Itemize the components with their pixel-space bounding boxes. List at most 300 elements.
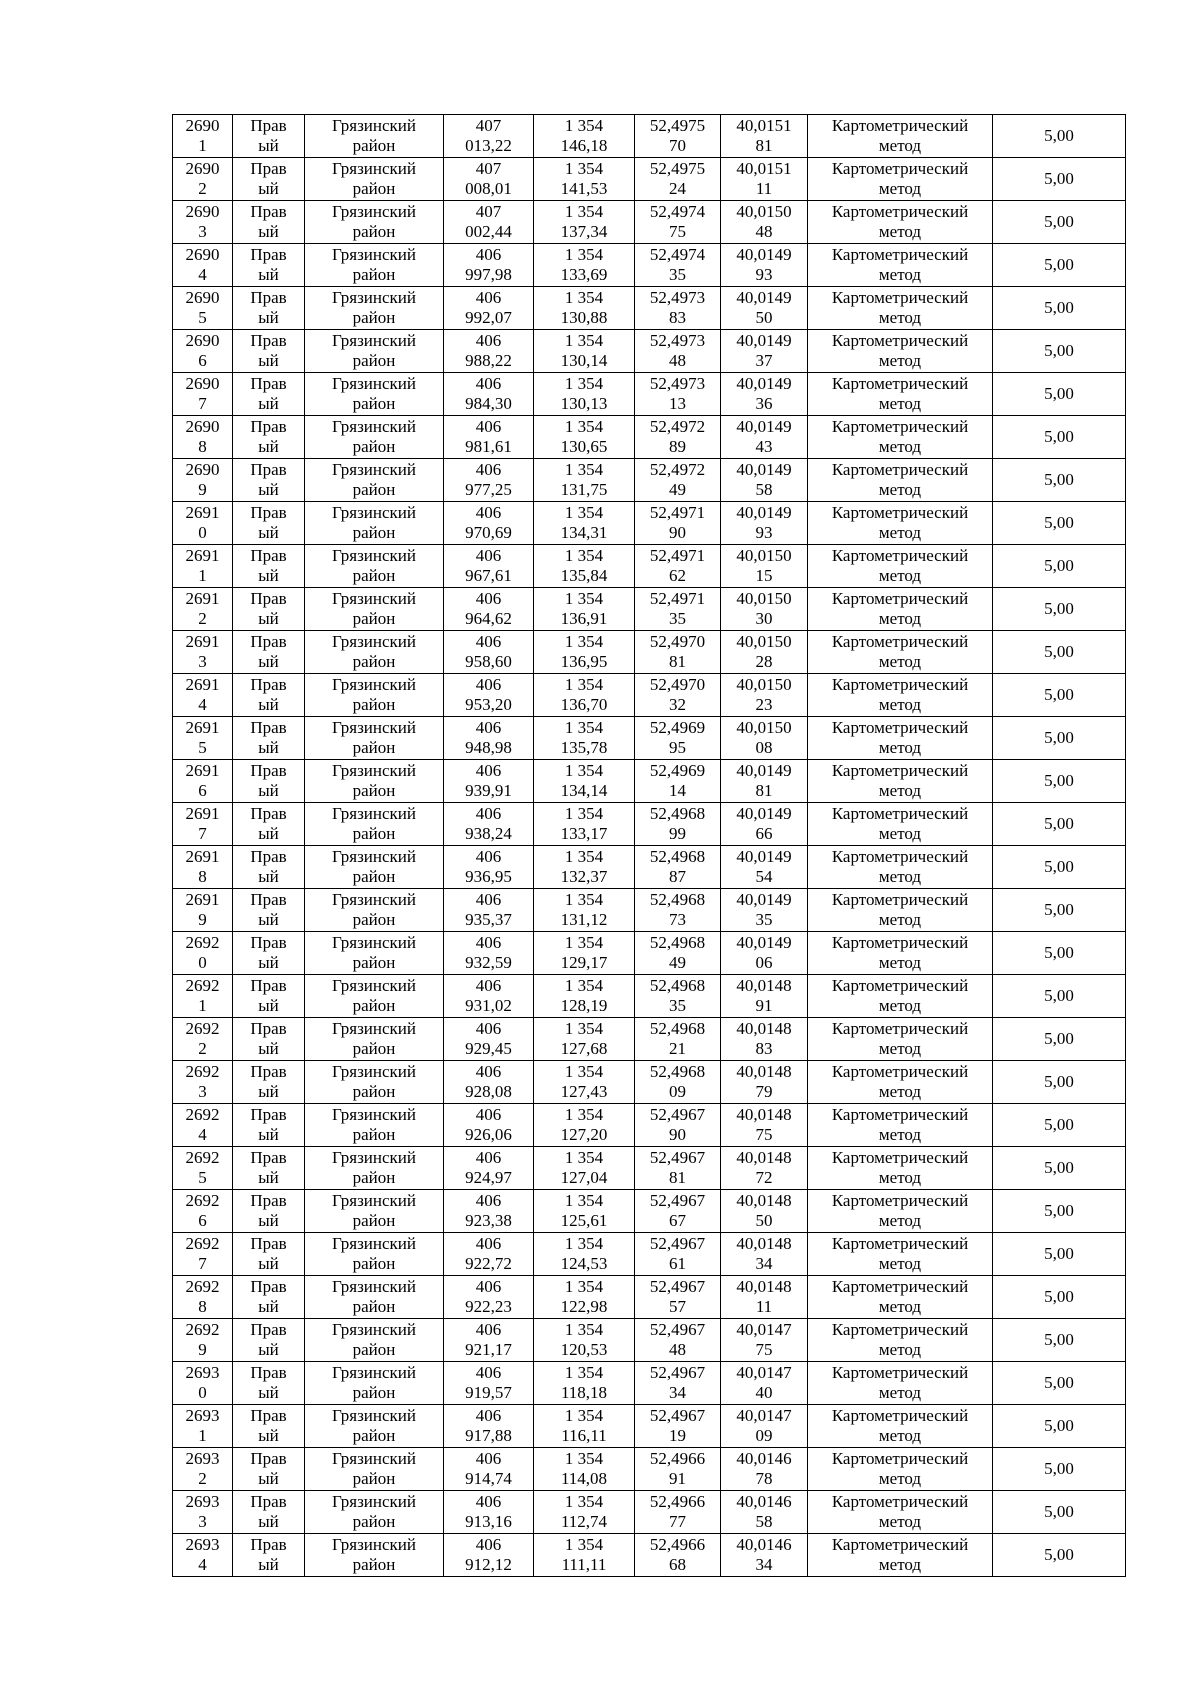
bank-side-line-2: ый — [258, 222, 279, 241]
y-coordinate-line-2: 133,17 — [560, 824, 608, 843]
method-line-1: Картометрический — [831, 632, 969, 651]
point-number-line-2: 8 — [198, 867, 207, 886]
bank-side-cell — [233, 373, 305, 416]
district-line-1: Грязинский — [332, 632, 416, 651]
latitude-cell — [635, 1491, 721, 1534]
point-number-line-2: 4 — [198, 1555, 207, 1574]
latitude-line-1: 52,4967 — [649, 1320, 706, 1339]
point-number-line-1: 2691 — [185, 718, 220, 737]
point-number-line-1: 2693 — [185, 1363, 220, 1382]
method-line-2: метод — [878, 1082, 922, 1101]
point-number-line-1: 2691 — [185, 589, 220, 608]
x-coordinate-line-2: 924,97 — [465, 1168, 512, 1187]
point-number-line-1: 2692 — [185, 1148, 220, 1167]
y-coordinate-line-1: 1 354 — [564, 1449, 604, 1468]
point-number-line-1: 2690 — [185, 245, 220, 264]
table-row — [173, 330, 1126, 373]
x-coordinate-line-1: 406 — [475, 546, 502, 565]
method-line-1: Картометрический — [831, 245, 969, 264]
point-number-line-1: 2692 — [185, 1191, 220, 1210]
latitude-cell — [635, 201, 721, 244]
y-coordinate-line-2: 137,34 — [560, 222, 608, 241]
latitude-line-2: 81 — [669, 652, 686, 671]
point-number-cell — [173, 373, 233, 416]
longitude-line-2: 08 — [755, 738, 773, 757]
table-row — [173, 889, 1126, 932]
latitude-cell — [635, 1018, 721, 1061]
x-coordinate-line-2: 917,88 — [465, 1426, 512, 1445]
bank-side-cell — [233, 803, 305, 846]
y-coordinate-line-1: 1 354 — [564, 374, 604, 393]
method-line-1: Картометрический — [831, 976, 969, 995]
method-line-2: метод — [878, 136, 922, 155]
district-cell — [305, 1233, 444, 1276]
point-number-cell — [173, 760, 233, 803]
district-line-2: район — [352, 1383, 396, 1402]
y-coordinate-cell — [534, 1276, 635, 1319]
point-number-line-1: 2690 — [185, 417, 220, 436]
bank-side-line-1: Прав — [250, 761, 287, 780]
latitude-line-2: 49 — [669, 480, 686, 499]
method-cell — [808, 1018, 993, 1061]
x-coordinate-cell — [444, 760, 534, 803]
latitude-line-1: 52,4968 — [649, 847, 706, 866]
y-coordinate-line-1: 1 354 — [564, 1320, 604, 1339]
table-row — [173, 975, 1126, 1018]
bank-side-line-2: ый — [258, 996, 279, 1015]
bank-side-line-1: Прав — [250, 1019, 287, 1038]
district-line-2: район — [352, 136, 396, 155]
point-number-cell — [173, 1319, 233, 1362]
y-coordinate-line-1: 1 354 — [564, 718, 604, 737]
table-row — [173, 588, 1126, 631]
point-number-cell — [173, 803, 233, 846]
longitude-cell — [721, 1104, 808, 1147]
longitude-cell — [721, 1061, 808, 1104]
district-line-2: район — [352, 523, 396, 542]
y-coordinate-cell — [534, 760, 635, 803]
y-coordinate-cell — [534, 201, 635, 244]
point-number-cell — [173, 975, 233, 1018]
table-row — [173, 201, 1126, 244]
point-number-cell — [173, 1018, 233, 1061]
method-line-1: Картометрический — [831, 460, 969, 479]
y-coordinate-cell — [534, 287, 635, 330]
point-number-cell — [173, 330, 233, 373]
longitude-line-1: 40,0149 — [736, 847, 792, 866]
district-line-1: Грязинский — [332, 1406, 416, 1425]
y-coordinate-line-2: 131,12 — [560, 910, 608, 929]
table-row — [173, 416, 1126, 459]
longitude-line-2: 79 — [755, 1082, 773, 1101]
method-line-1: Картометрический — [831, 1148, 969, 1167]
x-coordinate-cell — [444, 889, 534, 932]
point-number-cell — [173, 201, 233, 244]
y-coordinate-cell — [534, 158, 635, 201]
method-cell — [808, 588, 993, 631]
latitude-line-2: 81 — [669, 1168, 686, 1187]
point-number-line-2: 3 — [198, 1512, 207, 1531]
district-line-2: район — [352, 1340, 396, 1359]
x-coordinate-line-1: 406 — [475, 374, 502, 393]
method-cell — [808, 330, 993, 373]
accuracy-cell: 5,00 — [993, 1491, 1126, 1534]
bank-side-cell — [233, 932, 305, 975]
bank-side-line-1: Прав — [250, 1320, 287, 1339]
method-line-2: метод — [878, 1555, 922, 1574]
bank-side-line-2: ый — [258, 781, 279, 800]
y-coordinate-cell — [534, 1061, 635, 1104]
accuracy-cell: 5,00 — [993, 588, 1126, 631]
table-row — [173, 760, 1126, 803]
point-number-line-1: 2691 — [185, 632, 220, 651]
bank-side-line-1: Прав — [250, 546, 287, 565]
accuracy-cell: 5,00 — [993, 1276, 1126, 1319]
point-number-line-2: 4 — [198, 695, 207, 714]
latitude-cell — [635, 158, 721, 201]
table-row — [173, 158, 1126, 201]
point-number-cell — [173, 588, 233, 631]
y-coordinate-line-1: 1 354 — [564, 503, 604, 522]
bank-side-line-1: Прав — [250, 116, 287, 135]
bank-side-cell — [233, 1491, 305, 1534]
latitude-line-2: 77 — [669, 1512, 686, 1531]
longitude-cell — [721, 803, 808, 846]
y-coordinate-line-2: 136,91 — [560, 609, 608, 628]
district-line-1: Грязинский — [332, 1449, 416, 1468]
method-line-2: метод — [878, 1254, 922, 1273]
x-coordinate-line-2: 977,25 — [465, 480, 512, 499]
point-number-line-2: 3 — [198, 1082, 207, 1101]
district-line-1: Грязинский — [332, 116, 416, 135]
latitude-line-1: 52,4968 — [649, 804, 706, 823]
bank-side-line-1: Прав — [250, 331, 287, 350]
longitude-line-1: 40,0149 — [736, 804, 792, 823]
district-cell — [305, 1319, 444, 1362]
method-line-1: Картометрический — [831, 546, 969, 565]
x-coordinate-line-1: 406 — [475, 503, 502, 522]
bank-side-cell — [233, 588, 305, 631]
longitude-cell — [721, 889, 808, 932]
method-line-1: Картометрический — [831, 1535, 969, 1554]
point-number-line-1: 2692 — [185, 1062, 220, 1081]
x-coordinate-line-2: 970,69 — [465, 523, 512, 542]
latitude-cell — [635, 846, 721, 889]
x-coordinate-line-2: 922,23 — [465, 1297, 512, 1316]
district-cell — [305, 1190, 444, 1233]
method-line-2: метод — [878, 566, 922, 585]
latitude-line-1: 52,4968 — [649, 933, 706, 952]
point-number-line-1: 2692 — [185, 976, 220, 995]
district-line-1: Грязинский — [332, 417, 416, 436]
latitude-line-2: 35 — [669, 996, 686, 1015]
x-coordinate-line-2: 921,17 — [465, 1340, 512, 1359]
bank-side-line-1: Прав — [250, 1363, 287, 1382]
y-coordinate-cell — [534, 1190, 635, 1233]
longitude-line-1: 40,0146 — [736, 1492, 792, 1511]
longitude-line-2: 58 — [755, 1512, 773, 1531]
x-coordinate-line-1: 406 — [475, 675, 502, 694]
y-coordinate-cell — [534, 1448, 635, 1491]
y-coordinate-line-2: 130,88 — [560, 308, 608, 327]
method-line-1: Картометрический — [831, 288, 969, 307]
method-line-2: метод — [878, 222, 922, 241]
point-number-line-2: 8 — [198, 437, 207, 456]
district-line-1: Грязинский — [332, 288, 416, 307]
latitude-line-1: 52,4966 — [649, 1449, 706, 1468]
point-number-cell — [173, 416, 233, 459]
point-number-line-1: 2691 — [185, 847, 220, 866]
latitude-cell — [635, 889, 721, 932]
method-line-2: метод — [878, 695, 922, 714]
bank-side-line-1: Прав — [250, 1277, 287, 1296]
point-number-cell — [173, 459, 233, 502]
district-cell — [305, 1405, 444, 1448]
x-coordinate-cell — [444, 975, 534, 1018]
method-cell — [808, 244, 993, 287]
table-row — [173, 1362, 1126, 1405]
method-line-1: Картометрический — [831, 503, 969, 522]
bank-side-line-2: ый — [258, 1211, 279, 1230]
method-line-2: метод — [878, 1426, 922, 1445]
method-line-2: метод — [878, 308, 922, 327]
latitude-line-1: 52,4970 — [649, 675, 706, 694]
x-coordinate-line-1: 406 — [475, 847, 502, 866]
latitude-line-2: 34 — [669, 1383, 686, 1402]
x-coordinate-line-2: 948,98 — [465, 738, 512, 757]
point-number-line-2: 0 — [198, 1383, 207, 1402]
bank-side-cell — [233, 1534, 305, 1577]
x-coordinate-line-1: 406 — [475, 589, 502, 608]
bank-side-line-1: Прав — [250, 589, 287, 608]
x-coordinate-line-1: 406 — [475, 1191, 502, 1210]
district-line-1: Грязинский — [332, 933, 416, 952]
y-coordinate-cell — [534, 1147, 635, 1190]
bank-side-line-1: Прав — [250, 1492, 287, 1511]
longitude-line-1: 40,0147 — [736, 1320, 792, 1339]
x-coordinate-cell — [444, 502, 534, 545]
longitude-line-2: 11 — [755, 1297, 773, 1316]
point-number-line-2: 9 — [198, 480, 207, 499]
point-number-cell — [173, 1362, 233, 1405]
accuracy-cell: 5,00 — [993, 631, 1126, 674]
x-coordinate-line-1: 406 — [475, 933, 502, 952]
method-cell — [808, 1534, 993, 1577]
bank-side-line-1: Прав — [250, 976, 287, 995]
longitude-line-2: 09 — [755, 1426, 773, 1445]
table-row — [173, 1276, 1126, 1319]
table-row — [173, 1448, 1126, 1491]
district-line-2: район — [352, 910, 396, 929]
y-coordinate-line-1: 1 354 — [564, 1191, 604, 1210]
method-line-1: Картометрический — [831, 1019, 969, 1038]
y-coordinate-line-1: 1 354 — [564, 546, 604, 565]
latitude-line-1: 52,4970 — [649, 632, 706, 651]
bank-side-line-2: ый — [258, 351, 279, 370]
point-number-line-2: 4 — [198, 265, 207, 284]
point-number-line-2: 1 — [198, 566, 207, 585]
bank-side-cell — [233, 1448, 305, 1491]
y-coordinate-line-1: 1 354 — [564, 1105, 604, 1124]
y-coordinate-line-2: 135,78 — [560, 738, 608, 757]
latitude-cell — [635, 459, 721, 502]
method-line-1: Картометрический — [831, 202, 969, 221]
latitude-line-2: 75 — [669, 222, 686, 241]
district-line-1: Грязинский — [332, 245, 416, 264]
point-number-cell — [173, 1147, 233, 1190]
bank-side-line-1: Прав — [250, 718, 287, 737]
x-coordinate-cell — [444, 1061, 534, 1104]
method-line-1: Картометрический — [831, 1277, 969, 1296]
y-coordinate-line-2: 136,95 — [560, 652, 608, 671]
point-number-line-1: 2692 — [185, 933, 220, 952]
latitude-line-1: 52,4972 — [649, 460, 706, 479]
latitude-line-1: 52,4974 — [649, 202, 706, 221]
y-coordinate-cell — [534, 244, 635, 287]
district-line-2: район — [352, 179, 396, 198]
x-coordinate-cell — [444, 115, 534, 158]
bank-side-line-2: ый — [258, 1125, 279, 1144]
method-cell — [808, 1319, 993, 1362]
method-cell — [808, 459, 993, 502]
district-cell — [305, 717, 444, 760]
district-cell — [305, 1534, 444, 1577]
district-line-2: район — [352, 695, 396, 714]
y-coordinate-line-1: 1 354 — [564, 417, 604, 436]
bank-side-line-2: ый — [258, 1297, 279, 1316]
longitude-line-1: 40,0148 — [736, 1019, 792, 1038]
longitude-cell — [721, 330, 808, 373]
table-row — [173, 932, 1126, 975]
point-number-line-1: 2691 — [185, 890, 220, 909]
longitude-cell — [721, 1276, 808, 1319]
bank-side-cell — [233, 244, 305, 287]
y-coordinate-line-1: 1 354 — [564, 1406, 604, 1425]
district-cell — [305, 416, 444, 459]
district-cell — [305, 631, 444, 674]
longitude-line-1: 40,0149 — [736, 503, 792, 522]
x-coordinate-line-1: 406 — [475, 331, 502, 350]
point-number-line-1: 2693 — [185, 1406, 220, 1425]
method-cell — [808, 158, 993, 201]
bank-side-cell — [233, 760, 305, 803]
accuracy-cell: 5,00 — [993, 846, 1126, 889]
district-cell — [305, 588, 444, 631]
point-number-line-1: 2693 — [185, 1492, 220, 1511]
method-line-1: Картометрический — [831, 890, 969, 909]
x-coordinate-line-2: 935,37 — [465, 910, 512, 929]
y-coordinate-line-2: 131,75 — [560, 480, 608, 499]
method-line-1: Картометрический — [831, 804, 969, 823]
district-cell — [305, 932, 444, 975]
table-row — [173, 459, 1126, 502]
y-coordinate-line-2: 146,18 — [560, 136, 608, 155]
x-coordinate-cell — [444, 717, 534, 760]
x-coordinate-line-2: 928,08 — [465, 1082, 512, 1101]
x-coordinate-line-1: 407 — [475, 202, 502, 221]
bank-side-line-2: ый — [258, 179, 279, 198]
bank-side-line-1: Прав — [250, 460, 287, 479]
bank-side-line-1: Прав — [250, 804, 287, 823]
accuracy-cell: 5,00 — [993, 975, 1126, 1018]
accuracy-cell: 5,00 — [993, 330, 1126, 373]
x-coordinate-line-2: 914,74 — [465, 1469, 512, 1488]
latitude-line-1: 52,4973 — [649, 331, 706, 350]
point-number-line-1: 2690 — [185, 202, 220, 221]
y-coordinate-line-1: 1 354 — [564, 460, 604, 479]
accuracy-cell: 5,00 — [993, 373, 1126, 416]
accuracy-cell: 5,00 — [993, 416, 1126, 459]
longitude-cell — [721, 287, 808, 330]
x-coordinate-line-2: 919,57 — [465, 1383, 512, 1402]
x-coordinate-line-1: 406 — [475, 1535, 502, 1554]
point-number-line-2: 7 — [198, 1254, 207, 1273]
point-number-cell — [173, 287, 233, 330]
latitude-cell — [635, 1061, 721, 1104]
method-cell — [808, 1061, 993, 1104]
bank-side-line-2: ый — [258, 910, 279, 929]
bank-side-cell — [233, 631, 305, 674]
y-coordinate-line-2: 114,08 — [560, 1469, 608, 1488]
point-number-line-1: 2690 — [185, 331, 220, 350]
latitude-line-1: 52,4973 — [649, 374, 706, 393]
x-coordinate-line-2: 912,12 — [465, 1555, 512, 1574]
longitude-line-1: 40,0148 — [736, 1148, 792, 1167]
longitude-line-1: 40,0148 — [736, 1105, 792, 1124]
accuracy-cell: 5,00 — [993, 201, 1126, 244]
method-line-1: Картометрический — [831, 1449, 969, 1468]
y-coordinate-line-2: 127,43 — [560, 1082, 608, 1101]
x-coordinate-line-1: 406 — [475, 976, 502, 995]
y-coordinate-line-2: 122,98 — [560, 1297, 608, 1316]
y-coordinate-cell — [534, 502, 635, 545]
y-coordinate-line-1: 1 354 — [564, 1363, 604, 1382]
longitude-cell — [721, 201, 808, 244]
latitude-cell — [635, 803, 721, 846]
district-line-1: Грязинский — [332, 847, 416, 866]
latitude-line-2: 24 — [669, 179, 686, 198]
bank-side-cell — [233, 201, 305, 244]
x-coordinate-line-1: 406 — [475, 1234, 502, 1253]
y-coordinate-line-2: 141,53 — [560, 179, 608, 198]
bank-side-line-2: ый — [258, 867, 279, 886]
table-row — [173, 1534, 1126, 1577]
longitude-line-1: 40,0150 — [736, 546, 792, 565]
latitude-cell — [635, 1233, 721, 1276]
method-cell — [808, 416, 993, 459]
y-coordinate-cell — [534, 1233, 635, 1276]
y-coordinate-cell — [534, 1104, 635, 1147]
y-coordinate-line-2: 132,37 — [560, 867, 608, 886]
point-number-line-2: 1 — [198, 1426, 207, 1445]
district-line-1: Грязинский — [332, 331, 416, 350]
latitude-line-1: 52,4968 — [649, 1062, 706, 1081]
bank-side-cell — [233, 1147, 305, 1190]
y-coordinate-line-1: 1 354 — [564, 933, 604, 952]
latitude-line-1: 52,4971 — [649, 546, 706, 565]
point-number-line-1: 2693 — [185, 1535, 220, 1554]
district-cell — [305, 244, 444, 287]
x-coordinate-cell — [444, 1448, 534, 1491]
point-number-line-2: 7 — [198, 824, 207, 843]
point-number-line-2: 6 — [198, 781, 207, 800]
method-line-1: Картометрический — [831, 159, 969, 178]
longitude-line-2: 75 — [755, 1340, 773, 1359]
bank-side-line-1: Прав — [250, 890, 287, 909]
longitude-line-2: 54 — [755, 867, 773, 886]
y-coordinate-cell — [534, 588, 635, 631]
bank-side-line-1: Прав — [250, 1062, 287, 1081]
